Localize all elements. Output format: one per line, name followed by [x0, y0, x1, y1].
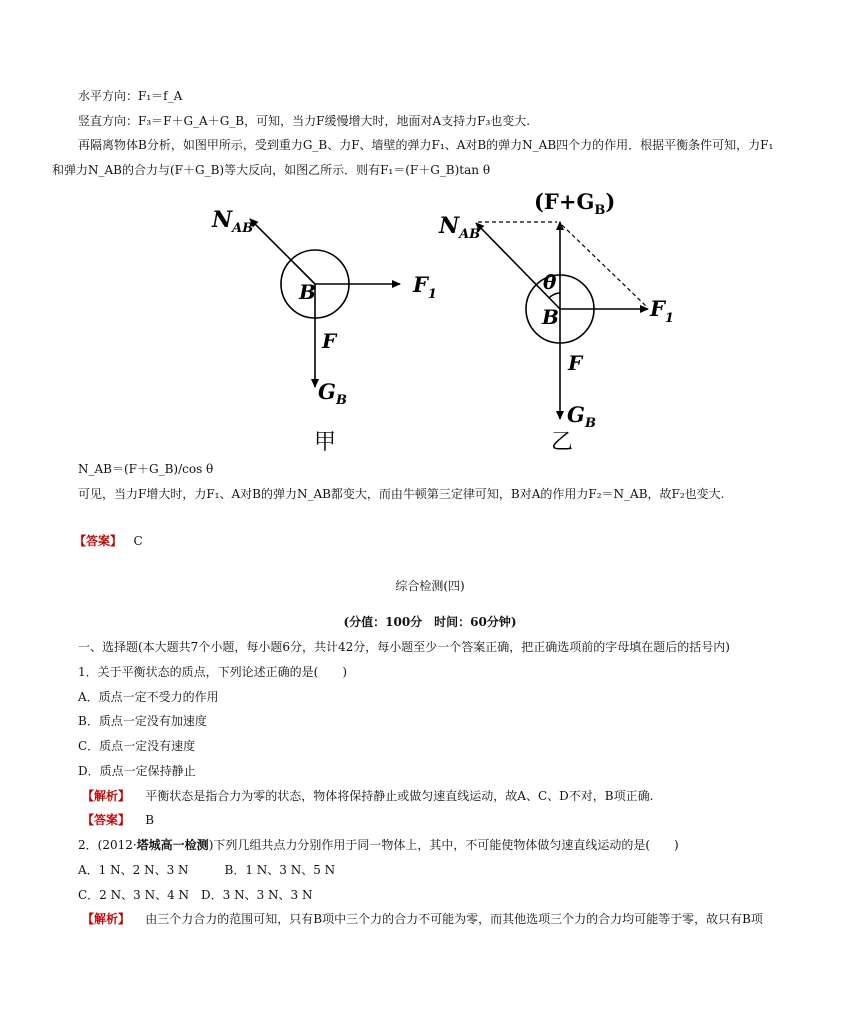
answer-prev-label: 【答案】 [74, 534, 123, 548]
q1-answer-value: B [145, 813, 155, 827]
label-nab-yi: $N_{AB}$ [439, 213, 481, 242]
q2-analysis-text: 由三个力合力的范围可知，只有B项中三个力的合力不可能为零，而其他选项三个力的合力均可能等于零，故只有B项 [145, 912, 763, 926]
q2-analysis-label: 【解析】 [82, 912, 131, 926]
answer-prev [74, 533, 143, 549]
section-title: 综合检测(四) [395, 579, 465, 593]
q1-option-b: B．质点一定没有加速度 [78, 714, 207, 728]
q2-options-row-2: C．2 N、3 N、4 N D．3 N、3 N、3 N [78, 888, 313, 902]
solution-isolate-line-2: 和弹力N_AB的合力与(F＋G_B)等大反向，如图乙所示．则有F₁＝(F＋G_B)tan θ [52, 163, 491, 177]
q1-analysis [82, 788, 653, 804]
answer-prev-value: C [133, 534, 143, 548]
q1-option-a: A．质点一定不受力的作用 [78, 690, 219, 704]
q1-analysis-text: 平衡状态是指合力为零的状态，物体将保持静止或做匀速直线运动，故A、C、D不对，B项正确. [145, 789, 654, 803]
solution-vertical: 竖直方向：F₃＝F＋G_A＋G_B，可知，当力F缓慢增大时，地面对A支持力F₃也变大. [78, 114, 531, 128]
label-theta-yi: θ [543, 270, 557, 294]
figure-yi [438, 189, 674, 455]
label-ball-b-yi: B [542, 305, 559, 329]
label-resultant-yi: $(F+G_B)$ [534, 189, 616, 218]
q1-analysis-label: 【解析】 [82, 789, 131, 803]
q2-stem [78, 837, 679, 853]
q1-stem: 1．关于平衡状态的质点，下列论述正确的是( ) [78, 665, 347, 679]
force-diagrams [0, 185, 860, 455]
section-instructions: 一、选择题(本大题共7个小题，每小题6分，共计42分，每小题至少一个答案正确，把正确选项前的字母填在题后的括号内) [78, 640, 730, 654]
solution-isolate-line-1: 再隔离物体B分析，如图甲所示，受到重力G_B、力F、墙壁的弹力F₁、A对B的弹力N_AB四个力的作用．根据平衡条件可知，力F₁ [78, 138, 774, 152]
figure-jia [211, 207, 437, 455]
dashed-right-yi [562, 225, 646, 306]
q2-stem-prefix: 2．(2012· [78, 838, 137, 852]
q1-answer-label: 【答案】 [82, 813, 131, 827]
label-f1-yi: $F_1$ [650, 296, 674, 326]
arrow-nab-yi [476, 223, 560, 309]
caption-yi: 乙 [551, 430, 574, 455]
label-gb-jia: $G_B$ [318, 379, 347, 408]
section-meta: (分值：100分 时间：60分钟) [343, 615, 517, 629]
label-gb-yi: $G_B$ [567, 402, 596, 431]
q2-stem-suffix: )下列几组共点力分别作用于同一物体上，其中，不可能使物体做匀速直线运动的是( ) [208, 838, 679, 852]
q1-option-d: D．质点一定保持静止 [78, 764, 196, 778]
label-f-jia: F [322, 329, 337, 353]
solution-horizontal: 水平方向：F₁＝f_A [78, 89, 183, 103]
q2-options-row-1: A．1 N、2 N、3 N B．1 N、3 N、5 N [78, 863, 336, 877]
q2-stem-source: 塔城高一检测 [136, 838, 209, 852]
label-nab-jia: $N_{AB}$ [212, 207, 254, 236]
caption-jia: 甲 [314, 430, 337, 455]
q2-analysis [82, 911, 763, 927]
label-f-yi: F [568, 351, 583, 375]
solution-conclusion: 可见，当力F增大时，力F₁、A对B的弹力N_AB都变大，而由牛顿第三定律可知，B对A的作用力F₂＝N_AB，故F₂也变大. [78, 487, 725, 501]
q1-option-c: C．质点一定没有速度 [78, 739, 196, 753]
q1-answer [82, 812, 154, 828]
solution-nab-formula: N_AB＝(F＋G_B)/cos θ [78, 462, 214, 476]
label-ball-b-jia: B [299, 280, 316, 304]
label-f1-jia: $F_1$ [413, 272, 437, 302]
